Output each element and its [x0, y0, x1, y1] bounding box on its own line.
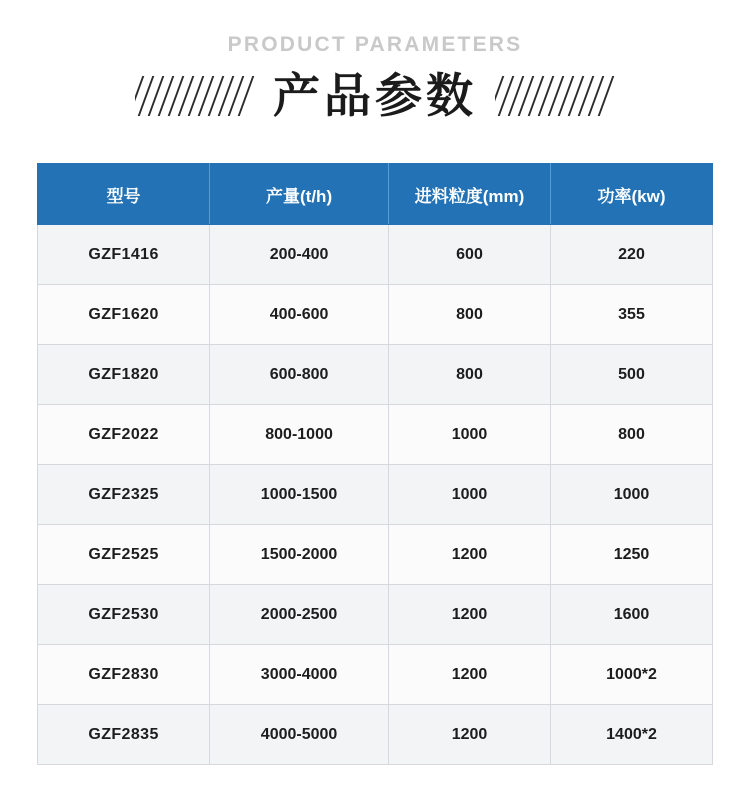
- page-eyebrow-title: PRODUCT PARAMETERS: [227, 33, 523, 56]
- cell-power: 800: [551, 405, 713, 465]
- table-body: [38, 225, 713, 765]
- table-header: [38, 164, 713, 225]
- cell-model: GZF2835: [38, 705, 210, 765]
- cell-feed-size: 800: [389, 345, 551, 405]
- cell-feed-size: 1000: [389, 405, 551, 465]
- cell-capacity: 2000-2500: [210, 585, 389, 645]
- cell-capacity: 4000-5000: [210, 705, 389, 765]
- table-row: [38, 225, 713, 285]
- cell-capacity: 1500-2000: [210, 525, 389, 585]
- cell-capacity: 800-1000: [210, 405, 389, 465]
- cell-feed-size: 1000: [389, 465, 551, 525]
- cell-model: GZF2525: [38, 525, 210, 585]
- cell-feed-size: 1200: [389, 705, 551, 765]
- table-row: [38, 645, 713, 705]
- cell-capacity: 1000-1500: [210, 465, 389, 525]
- cell-model: GZF2325: [38, 465, 210, 525]
- cell-capacity: 3000-4000: [210, 645, 389, 705]
- table-row: [38, 525, 713, 585]
- column-header-power: 功率(kw): [551, 164, 713, 225]
- slashes-decoration-left: [135, 73, 255, 119]
- column-header-capacity: 产量(t/h): [210, 164, 389, 225]
- table-row: [38, 345, 713, 405]
- slashes-decoration-right: [495, 73, 615, 119]
- cell-feed-size: 1200: [389, 585, 551, 645]
- table-row: [38, 585, 713, 645]
- cell-power: 500: [551, 345, 713, 405]
- table-row: [38, 285, 713, 345]
- cell-model: GZF2830: [38, 645, 210, 705]
- cell-model: GZF2022: [38, 405, 210, 465]
- title-row: [0, 69, 750, 122]
- cell-capacity: 400-600: [210, 285, 389, 345]
- column-header-feed-size: 进料粒度(mm): [389, 164, 551, 225]
- cell-capacity: 200-400: [210, 225, 389, 285]
- parameters-table-wrapper: [37, 163, 713, 765]
- table-row: [38, 705, 713, 765]
- cell-power: 1400*2: [551, 705, 713, 765]
- cell-model: GZF1416: [38, 225, 210, 285]
- cell-model: GZF1620: [38, 285, 210, 345]
- cell-feed-size: 1200: [389, 525, 551, 585]
- column-header-model: 型号: [38, 164, 210, 225]
- table-row: [38, 405, 713, 465]
- cell-power: 1000: [551, 465, 713, 525]
- cell-feed-size: 1200: [389, 645, 551, 705]
- table-row: [38, 465, 713, 525]
- cell-power: 220: [551, 225, 713, 285]
- cell-power: 355: [551, 285, 713, 345]
- cell-feed-size: 800: [389, 285, 551, 345]
- table-header-row: [38, 164, 713, 225]
- cell-model: GZF1820: [38, 345, 210, 405]
- cell-feed-size: 600: [389, 225, 551, 285]
- cell-capacity: 600-800: [210, 345, 389, 405]
- parameters-table: [37, 163, 713, 765]
- cell-power: 1000*2: [551, 645, 713, 705]
- page-title: 产品参数: [273, 69, 477, 122]
- page-header: [0, 0, 750, 122]
- cell-power: 1600: [551, 585, 713, 645]
- cell-power: 1250: [551, 525, 713, 585]
- cell-model: GZF2530: [38, 585, 210, 645]
